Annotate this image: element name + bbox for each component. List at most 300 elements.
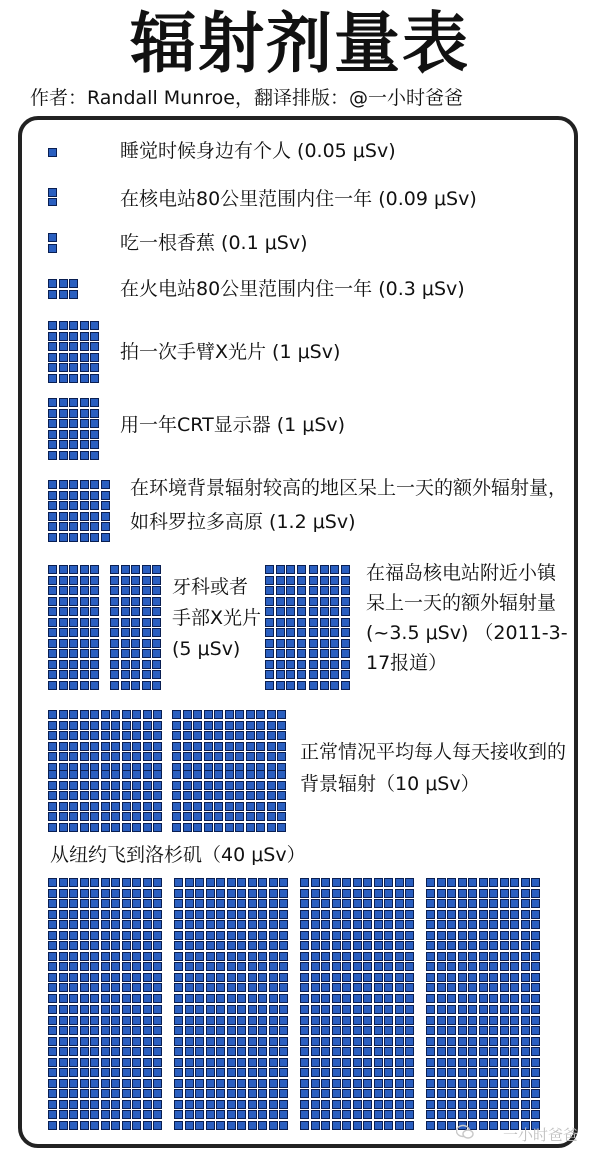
- flight-0-1-square: [258, 973, 267, 982]
- flight-1-1-square: [269, 1047, 278, 1056]
- arm-xray-square: [80, 342, 89, 351]
- dental-b-square: [131, 576, 140, 585]
- flight-1-1-square: [269, 1037, 278, 1046]
- flight-0-2-square: [405, 920, 414, 929]
- daily-background-0-square: [90, 731, 99, 740]
- fukushima-a-square: [265, 639, 274, 648]
- daily-background-3-square: [183, 802, 192, 811]
- flight-0-3-square: [437, 920, 446, 929]
- daily-background-3-square: [246, 812, 255, 821]
- arm-xray-square: [48, 353, 57, 362]
- fukushima-a-square: [297, 649, 306, 658]
- flight-0-3-square: [521, 994, 530, 1003]
- high-background-square: [59, 491, 68, 500]
- flight-1-3-square: [458, 1100, 467, 1109]
- flight-1-2-square: [395, 1016, 404, 1025]
- high-background-square: [90, 491, 99, 500]
- flight-1-1-square: [269, 1121, 278, 1130]
- flight-1-0-square: [90, 1026, 99, 1035]
- flight-0-0-square: [48, 920, 57, 929]
- flight-0-0-square: [80, 920, 89, 929]
- dental-a-square: [59, 618, 68, 627]
- flight-0-2-square: [353, 983, 362, 992]
- high-background-square: [69, 522, 78, 531]
- dental-a-square: [48, 628, 57, 637]
- fukushima-a-square: [265, 565, 274, 574]
- crt-square: [90, 451, 99, 460]
- fukushima-b-square: [330, 565, 339, 574]
- flight-1-2-square: [321, 1037, 330, 1046]
- flight-1-2-square: [405, 1100, 414, 1109]
- flight-0-0-square: [132, 941, 141, 950]
- flight-1-2-square: [332, 1110, 341, 1119]
- flight-1-0-square: [101, 1079, 110, 1088]
- flight-0-1-square: [216, 941, 225, 950]
- flight-0-3-square: [531, 983, 540, 992]
- flight-1-0-square: [90, 1100, 99, 1109]
- daily-background-1-square: [101, 812, 110, 821]
- flight-1-3-square: [479, 1058, 488, 1067]
- flight-1-2-square: [332, 1100, 341, 1109]
- high-background-square: [59, 501, 68, 510]
- daily-background-3-square: [256, 802, 265, 811]
- high-background-square: [48, 522, 57, 531]
- flight-1-2-square: [353, 1047, 362, 1056]
- flight-0-1-square: [195, 983, 204, 992]
- flight-0-1-square: [258, 889, 267, 898]
- flight-1-3-square: [437, 1068, 446, 1077]
- daily-background-3-square: [277, 770, 286, 779]
- dental-a-square: [69, 597, 78, 606]
- dental-a-square: [80, 660, 89, 669]
- fukushima-a-square: [265, 660, 274, 669]
- flight-1-1-square: [195, 1058, 204, 1067]
- flight-1-0-square: [153, 1100, 162, 1109]
- flight-1-2-square: [374, 1110, 383, 1119]
- flight-0-2-square: [353, 994, 362, 1003]
- flight-0-0-square: [132, 962, 141, 971]
- flight-0-0-square: [80, 878, 89, 887]
- dental-a-square: [48, 565, 57, 574]
- flight-1-3-square: [468, 1089, 477, 1098]
- high-background-square: [69, 501, 78, 510]
- flight-0-3-square: [447, 899, 456, 908]
- fukushima-a-square: [297, 597, 306, 606]
- daily-background-0-square: [153, 752, 162, 761]
- flight-0-0-square: [101, 973, 110, 982]
- daily-background-2-square: [235, 710, 244, 719]
- dental-a-square: [69, 607, 78, 616]
- flight-0-0-square: [80, 899, 89, 908]
- dental-b-square: [121, 576, 130, 585]
- daily-background-3-square: [172, 770, 181, 779]
- flight-1-1-square: [248, 1068, 257, 1077]
- flight-1-1-square: [216, 1037, 225, 1046]
- crt-square: [80, 419, 89, 428]
- flight-0-0-square: [153, 920, 162, 929]
- flight-1-2-square: [321, 1068, 330, 1077]
- flight-0-3-square: [437, 983, 446, 992]
- fukushima-b-square: [330, 649, 339, 658]
- flight-1-3-square: [447, 1026, 456, 1035]
- high-background-square: [90, 512, 99, 521]
- dental-b-square: [131, 565, 140, 574]
- flight-1-2-square: [395, 1026, 404, 1035]
- fukushima-a-square: [276, 649, 285, 658]
- flight-0-0-square: [111, 994, 120, 1003]
- arm-xray-square: [90, 374, 99, 383]
- daily-background-1-square: [132, 823, 141, 832]
- flight-0-0-square: [69, 878, 78, 887]
- fukushima-b-square: [330, 597, 339, 606]
- flight-0-2-square: [332, 920, 341, 929]
- fukushima-b-square: [309, 565, 318, 574]
- flight-1-2-square: [332, 1058, 341, 1067]
- daily-background-2-square: [225, 710, 234, 719]
- flight-1-2-square: [300, 1100, 309, 1109]
- daily-background-3-square: [235, 770, 244, 779]
- flight-1-1-square: [195, 1016, 204, 1025]
- fukushima-b-square: [320, 607, 329, 616]
- flight-0-2-square: [353, 931, 362, 940]
- flight-1-2-square: [384, 1005, 393, 1014]
- arm-xray-square: [90, 353, 99, 362]
- flight-0-2-square: [342, 973, 351, 982]
- dental-b-square: [142, 639, 151, 648]
- flight-0-0-square: [59, 994, 68, 1003]
- flight-1-0-square: [80, 1068, 89, 1077]
- dental-b-square: [142, 597, 151, 606]
- flight-0-2-square: [342, 983, 351, 992]
- flight-0-2-square: [311, 910, 320, 919]
- flight-1-2-square: [374, 1089, 383, 1098]
- flight-0-3-square: [531, 973, 540, 982]
- flight-1-1-square: [237, 1089, 246, 1098]
- flight-1-0-square: [111, 1058, 120, 1067]
- flight-1-2-square: [342, 1026, 351, 1035]
- flight-1-2-square: [321, 1016, 330, 1025]
- flight-1-2-square: [321, 1005, 330, 1014]
- flight-1-1-square: [216, 1016, 225, 1025]
- flight-0-1-square: [237, 920, 246, 929]
- flight-0-1-square: [269, 910, 278, 919]
- fukushima-a-square: [276, 660, 285, 669]
- daily-background-0-square: [80, 742, 89, 751]
- daily-background-3-square: [172, 812, 181, 821]
- flight-0-2-square: [311, 952, 320, 961]
- flight-0-1-square: [216, 973, 225, 982]
- flight-1-0-square: [153, 1068, 162, 1077]
- flight-1-1-square: [216, 1068, 225, 1077]
- flight-1-3-square: [437, 1079, 446, 1088]
- flight-0-2-square: [405, 889, 414, 898]
- arm-xray-square: [90, 332, 99, 341]
- flight-1-1-square: [216, 1058, 225, 1067]
- flight-1-2-square: [395, 1037, 404, 1046]
- flight-1-2-square: [311, 1100, 320, 1109]
- fukushima-a-square: [286, 618, 295, 627]
- flight-0-1-square: [195, 962, 204, 971]
- crt-square: [69, 430, 78, 439]
- flight-0-0-square: [143, 941, 152, 950]
- flight-0-3-square: [426, 973, 435, 982]
- flight-0-3-square: [489, 889, 498, 898]
- flight-1-1-square: [248, 1005, 257, 1014]
- flight-1-1-square: [185, 1016, 194, 1025]
- flight-1-3-square: [521, 1037, 530, 1046]
- dental-b-square: [142, 607, 151, 616]
- fukushima-a-square: [265, 597, 274, 606]
- fukushima-a-square: [297, 639, 306, 648]
- daily-background-3-square: [256, 823, 265, 832]
- high-background-square: [48, 480, 57, 489]
- flight-0-0-square: [122, 931, 131, 940]
- fukushima-a-square: [276, 628, 285, 637]
- flight-0-0-square: [153, 962, 162, 971]
- daily-background-3-square: [267, 823, 276, 832]
- flight-1-1-square: [216, 1121, 225, 1130]
- daily-background-1-square: [48, 812, 57, 821]
- flight-0-2-square: [342, 952, 351, 961]
- flight-0-2-square: [405, 994, 414, 1003]
- flight-0-3-square: [521, 899, 530, 908]
- daily-background-0-square: [48, 752, 57, 761]
- daily-background-2-square: [277, 752, 286, 761]
- flight-0-1-square: [258, 962, 267, 971]
- fukushima-a-square: [286, 586, 295, 595]
- flight-0-1-square: [206, 962, 215, 971]
- flight-0-1-square: [227, 910, 236, 919]
- flight-0-1-square: [206, 952, 215, 961]
- dental-a-square: [90, 660, 99, 669]
- dental-a-square: [48, 639, 57, 648]
- fukushima-a-square: [276, 618, 285, 627]
- flight-1-3-square: [468, 1026, 477, 1035]
- flight-0-1-square: [185, 962, 194, 971]
- flight-0-0-square: [122, 878, 131, 887]
- daily-background-1-square: [59, 791, 68, 800]
- flight-0-1-square: [237, 962, 246, 971]
- flight-1-0-square: [59, 1079, 68, 1088]
- flight-0-1-square: [216, 889, 225, 898]
- flight-1-2-square: [395, 1089, 404, 1098]
- dental-b-square: [152, 670, 161, 679]
- fukushima-a-square: [276, 586, 285, 595]
- daily-background-1-square: [111, 812, 120, 821]
- flight-1-0-square: [69, 1121, 78, 1130]
- daily-background-2-square: [204, 731, 213, 740]
- flight-0-1-square: [216, 899, 225, 908]
- flight-1-3-square: [468, 1037, 477, 1046]
- daily-background-2-square: [193, 752, 202, 761]
- flight-0-2-square: [395, 931, 404, 940]
- flight-0-0-square: [111, 973, 120, 982]
- flight-1-2-square: [311, 1110, 320, 1119]
- label-sleeping: 睡觉时候身边有个人 (0.05 μSv): [120, 140, 396, 162]
- flight-0-1-square: [206, 941, 215, 950]
- flight-0-3-square: [531, 994, 540, 1003]
- arm-xray-square: [69, 374, 78, 383]
- flight-1-0-square: [80, 1121, 89, 1130]
- daily-background-0-square: [59, 731, 68, 740]
- flight-0-1-square: [185, 889, 194, 898]
- flight-1-2-square: [363, 1089, 372, 1098]
- flight-1-1-square: [237, 1079, 246, 1088]
- flight-0-0-square: [69, 931, 78, 940]
- daily-background-2-square: [277, 710, 286, 719]
- flight-0-1-square: [269, 931, 278, 940]
- flight-0-2-square: [395, 941, 404, 950]
- flight-0-1-square: [237, 878, 246, 887]
- high-background-square: [90, 480, 99, 489]
- daily-background-1-square: [48, 770, 57, 779]
- dental-a-square: [48, 607, 57, 616]
- flight-0-3-square: [479, 931, 488, 940]
- flight-0-1-square: [195, 941, 204, 950]
- dental-a-square: [80, 586, 89, 595]
- daily-background-2-square: [246, 752, 255, 761]
- dental-b-square: [110, 586, 119, 595]
- daily-background-2-square: [267, 742, 276, 751]
- arm-xray-square: [80, 363, 89, 372]
- flight-1-0-square: [122, 1089, 131, 1098]
- flight-0-1-square: [248, 983, 257, 992]
- flight-0-0-square: [111, 889, 120, 898]
- flight-1-2-square: [353, 1016, 362, 1025]
- flight-0-1-square: [185, 952, 194, 961]
- flight-0-1-square: [174, 952, 183, 961]
- flight-0-3-square: [447, 952, 456, 961]
- fukushima-b-square: [320, 597, 329, 606]
- flight-0-2-square: [363, 983, 372, 992]
- flight-1-0-square: [111, 1089, 120, 1098]
- flight-0-1-square: [237, 994, 246, 1003]
- fukushima-a-square: [286, 639, 295, 648]
- dental-b-square: [110, 639, 119, 648]
- flight-1-3-square: [500, 1079, 509, 1088]
- flight-1-1-square: [174, 1047, 183, 1056]
- daily-background-0-square: [143, 731, 152, 740]
- flight-1-0-square: [48, 1026, 57, 1035]
- high-background-square: [101, 501, 110, 510]
- high-background-square: [59, 533, 68, 542]
- flight-0-0-square: [132, 889, 141, 898]
- high-background-square: [48, 512, 57, 521]
- flight-0-2-square: [311, 931, 320, 940]
- dental-a-square: [48, 597, 57, 606]
- daily-background-0-square: [101, 731, 110, 740]
- flight-0-3-square: [500, 962, 509, 971]
- flight-0-1-square: [237, 952, 246, 961]
- flight-1-3-square: [489, 1047, 498, 1056]
- flight-0-3-square: [510, 920, 519, 929]
- flight-0-0-square: [48, 952, 57, 961]
- flight-1-1-square: [258, 1016, 267, 1025]
- flight-0-3-square: [468, 931, 477, 940]
- flight-1-2-square: [332, 1026, 341, 1035]
- dental-b-square: [152, 607, 161, 616]
- flight-1-3-square: [426, 1100, 435, 1109]
- daily-background-0-square: [153, 731, 162, 740]
- flight-1-0-square: [90, 1079, 99, 1088]
- flight-0-1-square: [174, 889, 183, 898]
- flight-0-2-square: [405, 899, 414, 908]
- dental-b-square: [152, 628, 161, 637]
- flight-1-0-square: [132, 1047, 141, 1056]
- flight-0-2-square: [342, 910, 351, 919]
- flight-0-2-square: [395, 994, 404, 1003]
- daily-background-2-square: [204, 752, 213, 761]
- flight-1-1-square: [174, 1100, 183, 1109]
- flight-0-2-square: [300, 952, 309, 961]
- flight-0-1-square: [185, 899, 194, 908]
- flight-1-0-square: [80, 1037, 89, 1046]
- flight-1-1-square: [248, 1100, 257, 1109]
- flight-0-2-square: [363, 962, 372, 971]
- flight-0-2-square: [374, 952, 383, 961]
- flight-1-0-square: [132, 1005, 141, 1014]
- daily-background-1-square: [153, 781, 162, 790]
- high-background-square: [101, 522, 110, 531]
- fukushima-b-square: [309, 576, 318, 585]
- flight-0-2-square: [342, 889, 351, 898]
- daily-background-0-square: [48, 721, 57, 730]
- flight-0-1-square: [258, 878, 267, 887]
- flight-1-0-square: [122, 1026, 131, 1035]
- flight-0-3-square: [458, 889, 467, 898]
- flight-1-0-square: [80, 1079, 89, 1088]
- flight-0-1-square: [237, 910, 246, 919]
- flight-0-2-square: [311, 994, 320, 1003]
- daily-background-1-square: [143, 823, 152, 832]
- flight-0-1-square: [206, 931, 215, 940]
- daily-background-3-square: [267, 791, 276, 800]
- flight-1-2-square: [300, 1068, 309, 1077]
- dental-b-square: [131, 681, 140, 690]
- high-background-square: [90, 533, 99, 542]
- flight-0-2-square: [363, 878, 372, 887]
- flight-0-0-square: [48, 994, 57, 1003]
- fukushima-b-square: [330, 576, 339, 585]
- dental-a-square: [69, 576, 78, 585]
- daily-background-3-square: [214, 770, 223, 779]
- flight-1-2-square: [374, 1068, 383, 1077]
- flight-1-0-square: [122, 1100, 131, 1109]
- arm-xray-square: [69, 363, 78, 372]
- dental-b-square: [152, 639, 161, 648]
- dental-a-square: [59, 681, 68, 690]
- flight-0-0-square: [153, 910, 162, 919]
- fukushima-b-square: [320, 576, 329, 585]
- flight-0-1-square: [174, 910, 183, 919]
- high-background-square: [80, 522, 89, 531]
- flight-1-3-square: [458, 1068, 467, 1077]
- high-background-square: [90, 522, 99, 531]
- flight-0-1-square: [206, 899, 215, 908]
- dental-a-square: [90, 565, 99, 574]
- daily-background-1-square: [122, 781, 131, 790]
- flight-1-1-square: [216, 1100, 225, 1109]
- flight-1-1-square: [258, 1026, 267, 1035]
- fukushima-b-square: [320, 565, 329, 574]
- flight-1-3-square: [521, 1026, 530, 1035]
- crt-square: [69, 398, 78, 407]
- flight-0-1-square: [195, 910, 204, 919]
- label-nuclear-plant-year: 在核电站80公里范围内住一年 (0.09 μSv): [120, 188, 477, 210]
- flight-0-1-square: [279, 910, 288, 919]
- flight-1-0-square: [48, 1089, 57, 1098]
- dental-b-square: [152, 681, 161, 690]
